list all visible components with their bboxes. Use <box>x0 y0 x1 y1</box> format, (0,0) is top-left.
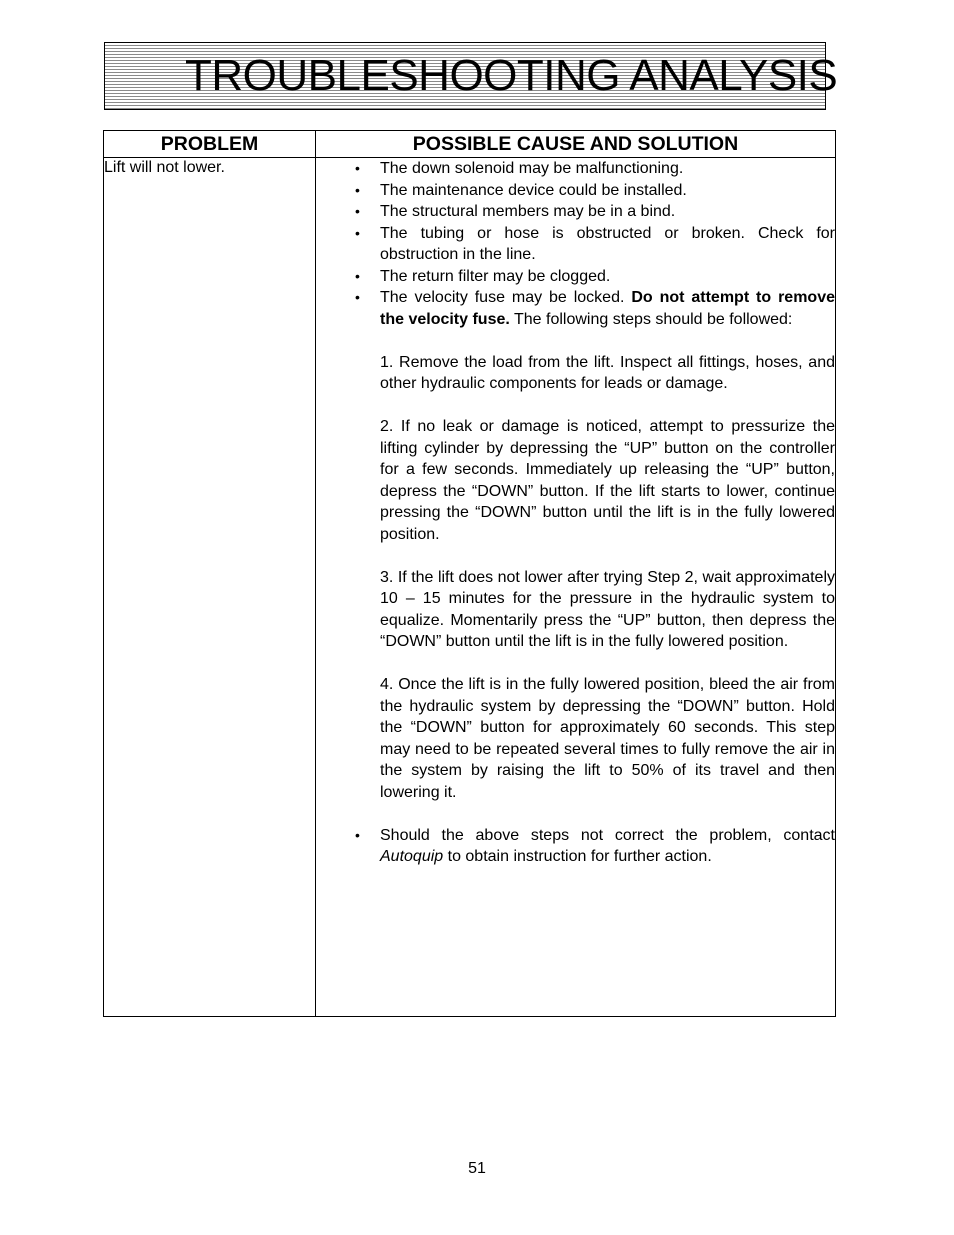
velocity-warning: Do not attempt to remove the velocity fuse. <box>380 289 835 328</box>
bullet-icon: • <box>355 224 360 241</box>
cause-text: The structural members may be in a bind. <box>380 203 676 220</box>
solution-cell <box>316 158 836 1017</box>
title-banner <box>104 42 838 110</box>
bullet-icon: • <box>355 289 360 305</box>
cause-text: The tubing or hose is obstructed or broken. Check for obstruction in the line. <box>380 224 835 263</box>
final-text-pre: Should the above steps not correct the problem, contact <box>380 826 835 844</box>
cause-item <box>316 158 835 180</box>
step-2: 2. If no leak or damage is noticed, attempt to pressurize the lifting cylinder by depressing the “UP” button on the controller for a few seconds. Immediately up releasing the “UP” button, depress the “DOWN” button. If the lift starts to lower, continue pressing the “DOWN” button until the lift is in the fully lowered position. <box>380 418 835 543</box>
steps-block <box>316 352 835 804</box>
cause-list <box>316 158 835 330</box>
bullet-icon: • <box>355 267 360 284</box>
table-row <box>104 158 836 1017</box>
cause-solution-header: POSSIBLE CAUSE AND SOLUTION <box>316 131 836 158</box>
bullet-icon: • <box>355 160 360 176</box>
bullet-icon: • <box>355 203 360 219</box>
page-number: 51 <box>468 1160 486 1177</box>
cause-item <box>316 180 835 202</box>
cause-item-velocity-fuse <box>316 287 835 330</box>
problem-header: PROBLEM <box>104 131 316 158</box>
bullet-icon: • <box>355 826 360 843</box>
final-item <box>316 825 835 868</box>
cause-item <box>316 266 835 288</box>
cause-text: The maintenance device could be installed. <box>380 181 687 199</box>
final-list <box>316 825 835 868</box>
problem-cell: Lift will not lower. <box>104 158 316 1017</box>
cause-text: The down solenoid may be malfunctioning. <box>380 160 684 177</box>
cause-item <box>316 223 835 266</box>
final-text-post: to obtain instruction for further action. <box>443 848 712 865</box>
step-4: 4. Once the lift is in the fully lowered position, bleed the air from the hydraulic system by depressing the “DOWN” button. Hold the “DOWN” button for approximately 60 seconds. This step may need to be repeated several times to fully remove the air in the system by raising the lift to 50% of its travel and then lowering it. <box>380 676 835 801</box>
table-header-row <box>104 131 836 158</box>
cause-item <box>316 201 835 223</box>
company-name: Autoquip <box>380 848 444 865</box>
troubleshooting-table <box>103 130 836 1017</box>
step-3: 3. If the lift does not lower after trying Step 2, wait approximately 10 – 15 minutes for the pressure in the hydraulic system to equalize. Momentarily press the “UP” button, then depress the “DOWN” button until the lift is in the fully lowered position. <box>380 568 835 650</box>
cause-text: The return filter may be clogged. <box>380 267 611 285</box>
velocity-text-pre: The velocity fuse may be locked. <box>380 289 632 306</box>
velocity-text-post: The following steps should be followed: <box>509 310 793 328</box>
page-title: TROUBLESHOOTING ANALYSIS <box>185 51 838 100</box>
bullet-icon: • <box>355 181 360 198</box>
step-1: 1. Remove the load from the lift. Inspect all fittings, hoses, and other hydraulic components for leads or damage. <box>380 353 835 392</box>
